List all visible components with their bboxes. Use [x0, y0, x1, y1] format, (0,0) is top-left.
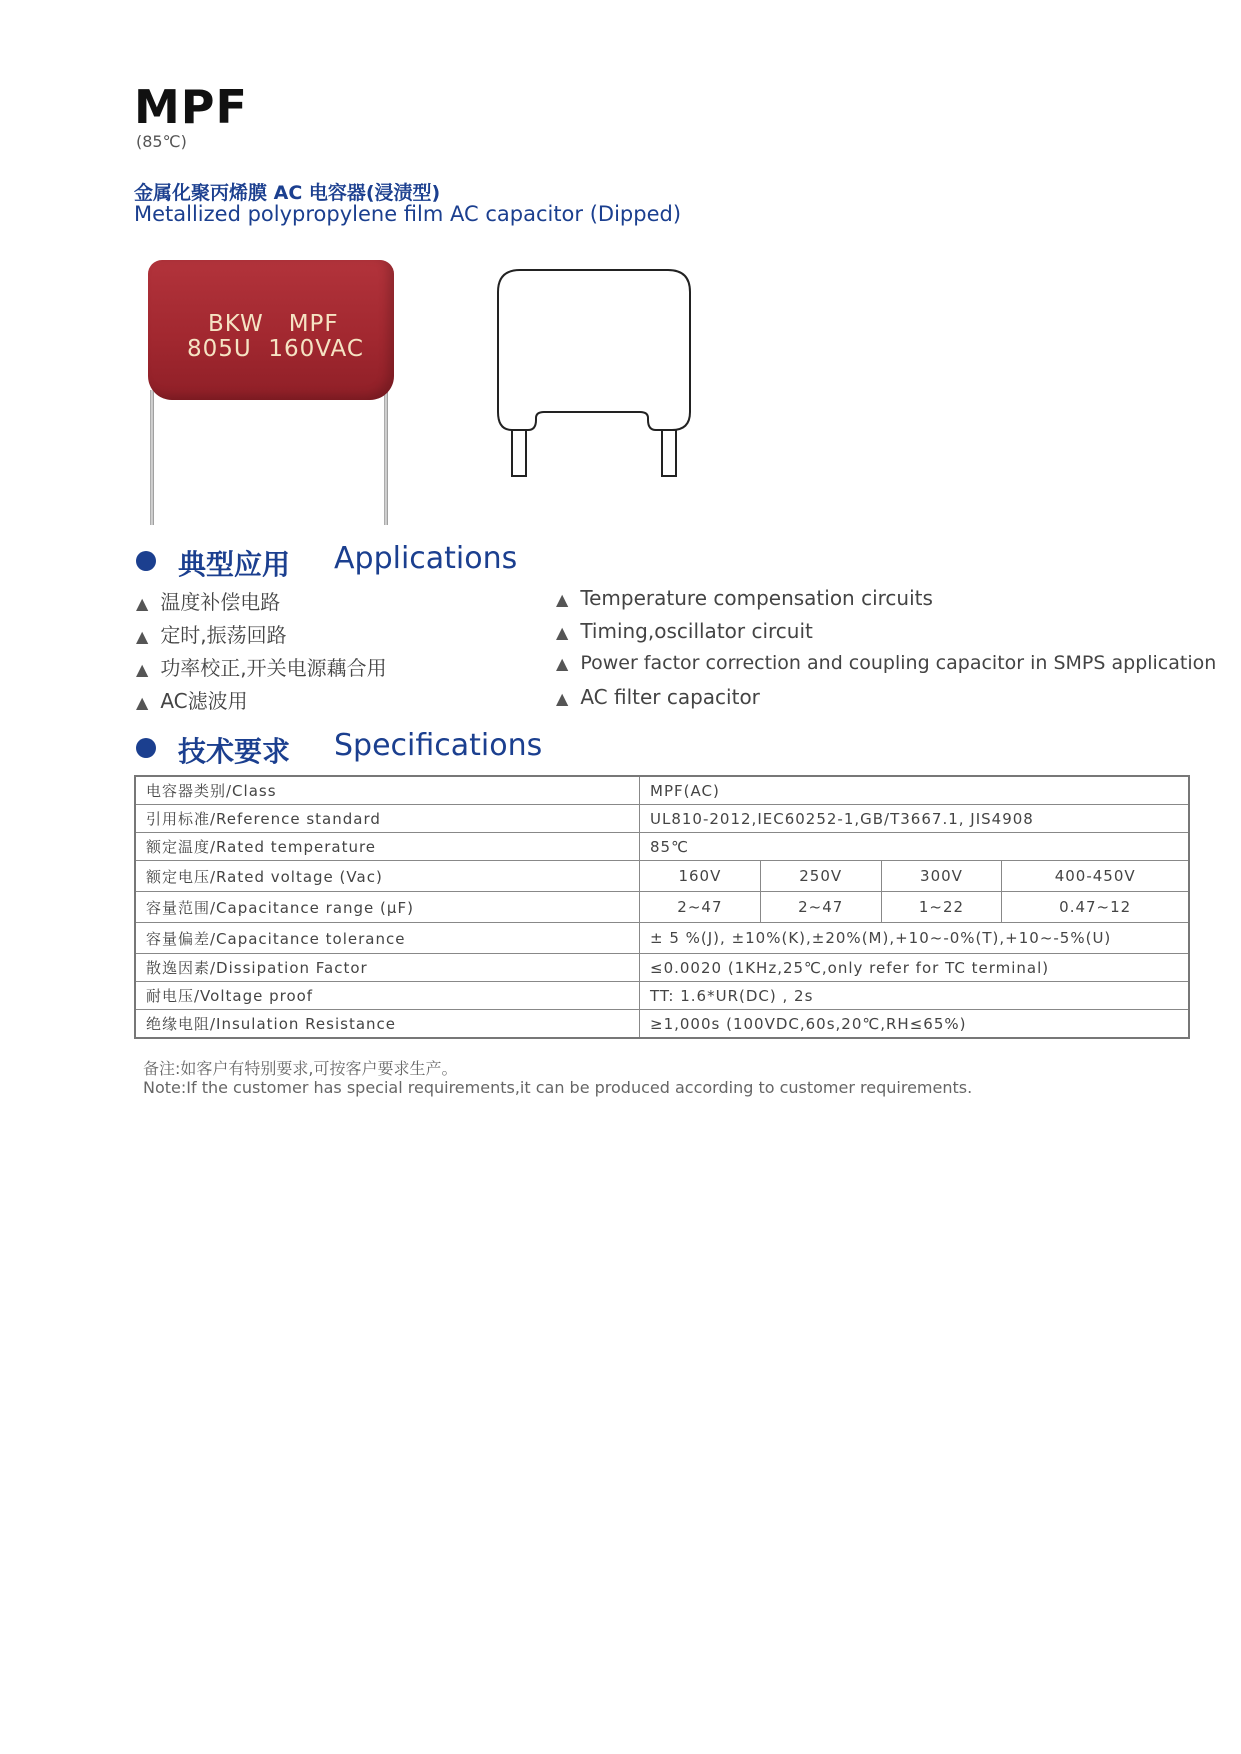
note-zh: 备注:如客户有特别要求,可按客户要求生产。: [143, 1059, 458, 1078]
capacitor-lead-right: [384, 390, 388, 525]
spec-value: 2~47: [640, 892, 761, 923]
capacitor-marking-line2: 805U 160VAC: [187, 336, 364, 362]
applications-bullet-icon: [136, 551, 156, 571]
specifications-heading-zh: 技术要求: [178, 735, 291, 768]
spec-value: 1~22: [881, 892, 1002, 923]
specifications-heading-en: Specifications: [334, 728, 543, 763]
specifications-table: [134, 775, 1190, 1039]
temperature-rating: (85℃): [136, 132, 187, 151]
table-row: [135, 861, 1189, 892]
triangle-icon: ▲: [556, 689, 569, 708]
application-item-zh: ▲ 功率校正,开关电源藕合用: [136, 656, 387, 680]
triangle-icon: ▲: [556, 623, 569, 642]
table-row: [135, 1010, 1189, 1039]
triangle-icon: ▲: [136, 660, 149, 679]
application-item-zh: ▲ AC滤波用: [136, 689, 248, 713]
model-title: MPF: [134, 80, 248, 134]
triangle-icon: ▲: [556, 590, 569, 609]
spec-label: 散逸因素/Dissipation Factor: [135, 954, 640, 982]
note-en: Note:If the customer has special requirements,it can be produced according to customer requirements.: [143, 1078, 973, 1097]
spec-value: 250V: [760, 861, 881, 892]
spec-label: 引用标准/Reference standard: [135, 805, 640, 833]
product-title-zh: 金属化聚丙烯膜 AC 电容器(浸渍型): [134, 182, 441, 204]
spec-label: 额定温度/Rated temperature: [135, 833, 640, 861]
spec-value: ≥1,000s (100VDC,60s,20℃,RH≤65%): [640, 1010, 1190, 1039]
spec-value: TT: 1.6*UR(DC) , 2s: [640, 982, 1190, 1010]
application-item-en: ▲ Timing,oscillator circuit: [556, 619, 813, 643]
spec-label: 绝缘电阻/Insulation Resistance: [135, 1010, 640, 1039]
table-row: [135, 923, 1189, 954]
table-row: [135, 805, 1189, 833]
spec-value: ≤0.0020 (1KHz,25℃,only refer for TC terminal): [640, 954, 1190, 982]
outline-drawing: [490, 262, 700, 487]
application-item-zh: ▲ 温度补偿电路: [136, 590, 281, 614]
table-row: [135, 954, 1189, 982]
outline-lead-left: [512, 430, 526, 476]
application-item-en: ▲ AC filter capacitor: [556, 685, 760, 709]
spec-label: 额定电压/Rated voltage (Vac): [135, 861, 640, 892]
spec-label: 容量偏差/Capacitance tolerance: [135, 923, 640, 954]
applications-heading-en: Applications: [334, 541, 518, 576]
application-item-zh: ▲ 定时,振荡回路: [136, 623, 287, 647]
triangle-icon: ▲: [556, 654, 569, 673]
application-item-en: ▲ Temperature compensation circuits: [556, 586, 933, 610]
application-item-en: ▲ Power factor correction and coupling capacitor in SMPS application: [556, 652, 1217, 674]
outline-lead-right: [662, 430, 676, 476]
spec-label: 容量范围/Capacitance range (μF): [135, 892, 640, 923]
spec-value: UL810-2012,IEC60252-1,GB/T3667.1, JIS4908: [640, 805, 1190, 833]
triangle-icon: ▲: [136, 693, 149, 712]
spec-value: 300V: [881, 861, 1002, 892]
product-title-en: Metallized polypropylene film AC capacitor (Dipped): [134, 202, 682, 226]
spec-value: 400-450V: [1002, 861, 1189, 892]
table-row: [135, 982, 1189, 1010]
table-row: [135, 776, 1189, 805]
triangle-icon: ▲: [136, 594, 149, 613]
capacitor-lead-left: [150, 390, 154, 525]
applications-heading-zh: 典型应用: [178, 548, 291, 581]
spec-label: 耐电压/Voltage proof: [135, 982, 640, 1010]
specifications-bullet-icon: [136, 738, 156, 758]
spec-label: 电容器类别/Class: [135, 776, 640, 805]
table-row: [135, 833, 1189, 861]
table-row: [135, 892, 1189, 923]
spec-value: MPF(AC): [640, 776, 1190, 805]
spec-value: 0.47~12: [1002, 892, 1189, 923]
triangle-icon: ▲: [136, 627, 149, 646]
capacitor-marking-line1: BKW MPF: [208, 311, 339, 337]
outline-body: [498, 270, 690, 430]
spec-value: 160V: [640, 861, 761, 892]
spec-value: 2~47: [760, 892, 881, 923]
spec-value: 85℃: [640, 833, 1190, 861]
spec-value: ± 5 %(J), ±10%(K),±20%(M),+10~-0%(T),+10~-5%(U): [640, 923, 1190, 954]
